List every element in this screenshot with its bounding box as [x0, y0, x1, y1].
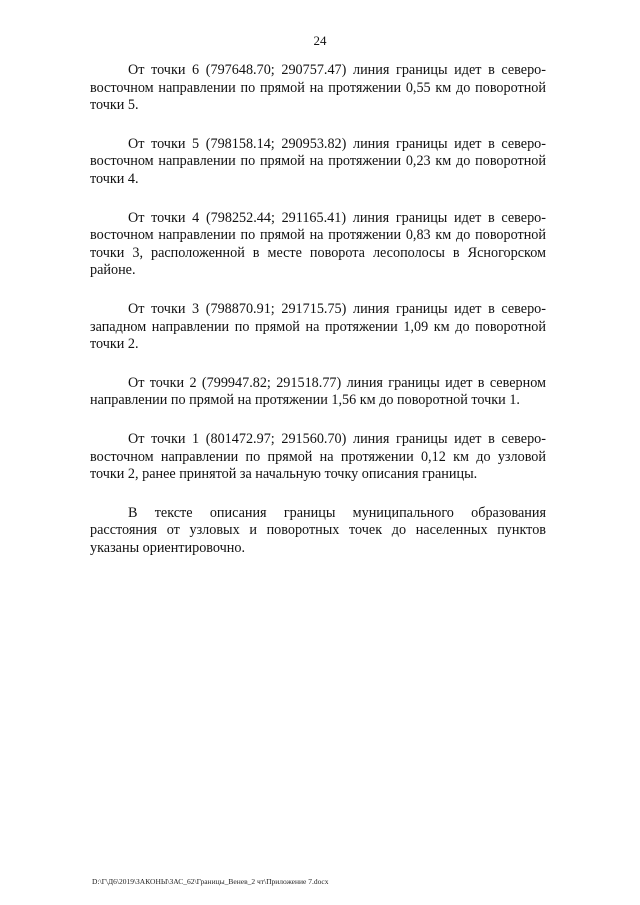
paragraph-point-5: От точки 5 (798158.14; 290953.82) линия границы идет в северо-восточном направлении по прямой на протяжении 0,23 км до поворотной точки 4.: [90, 135, 546, 187]
footer-file-path: D:\Г\Д6\2019\ЗАКОНЫ\ЗАС_62\Границы_Венев_2 чт\Приложение 7.docx: [92, 877, 329, 886]
paragraph-point-1: От точки 1 (801472.97; 291560.70) линия границы идет в северо-восточном направлении по прямой на протяжении 0,12 км до узловой точки 2, ранее принятой за начальную точку описания границы.: [90, 430, 546, 483]
document-body: [90, 62, 546, 557]
paragraph-point-4: От точки 4 (798252.44; 291165.41) линия границы идет в северо-восточном направлении по прямой на протяжении 0,83 км до поворотной точки 3, расположенной в месте поворота лесополосы в Ясногорском районе.: [90, 209, 546, 279]
paragraph-point-2: От точки 2 (799947.82; 291518.77) линия границы идет в северном направлении по прямой на протяжении 1,56 км до поворотной точки 1.: [90, 374, 546, 409]
page-number: 24: [313, 33, 327, 48]
paragraph-point-6: От точки 6 (797648.70; 290757.47) линия границы идет в северо-восточном направлении по прямой на протяжении 0,55 км до поворотной точки 5.: [90, 62, 546, 114]
paragraph-note: В тексте описания границы муниципального образования расстояния от узловых и поворотных точек до населенных пунктов указаны ориентировочно.: [90, 504, 546, 556]
paragraph-point-3: От точки 3 (798870.91; 291715.75) линия границы идет в северо-западном направлении по прямой на протяжении 1,09 км до поворотной точки 2.: [90, 300, 546, 353]
